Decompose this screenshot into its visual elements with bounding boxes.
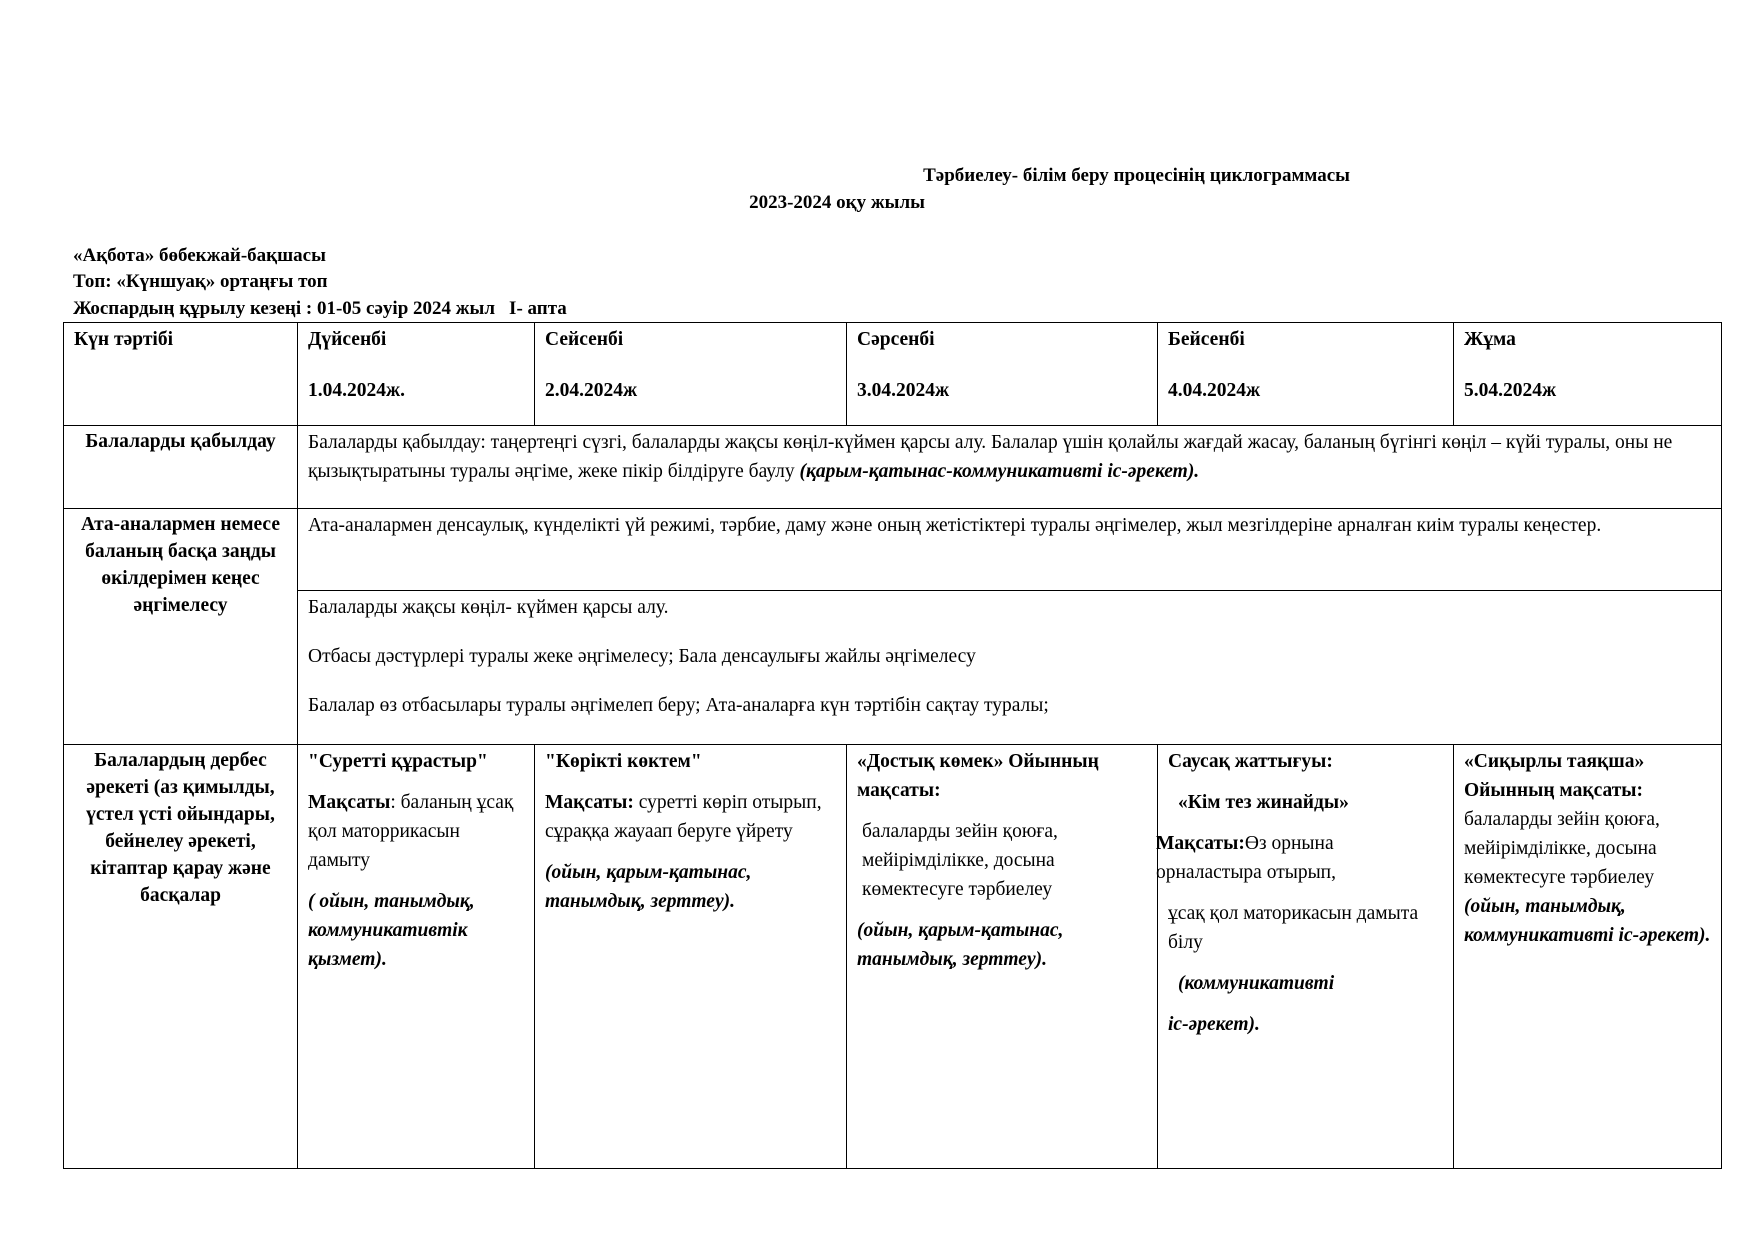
activity-title: Саусақ жаттығуы:	[1168, 751, 1333, 772]
plan-period	[73, 298, 567, 320]
goal-text: : баланың ұсақ қол маторрикасын дамыту	[308, 792, 514, 871]
activity-row	[64, 745, 1722, 1169]
activity-monday	[298, 745, 535, 1169]
activity-goal: балаларды зейін қоюға, мейірімділікке, досына көмектесуге тәрбиелеу	[1464, 809, 1660, 888]
day-date: 5.04.2024ж	[1464, 380, 1557, 401]
day-date: 3.04.2024ж	[857, 380, 950, 401]
activity-note-1: (коммуникативті	[1178, 973, 1335, 994]
parents-text: Ата-аналармен денсаулық, күнделікті үй режимі, тәрбие, даму және оның жетістіктері туралы әңгімелер, жыл мезгілдеріне арналған киім туралы кеңестер.	[298, 509, 1722, 591]
reception-text	[298, 426, 1722, 509]
activity-title: "Көрікті көктем"	[545, 751, 702, 772]
day-header-tuesday	[535, 323, 847, 426]
activity-friday	[1454, 745, 1722, 1169]
goal-label: Мақсаты	[308, 792, 391, 813]
parents-row-2	[64, 591, 1722, 745]
plan-week: I- апта	[509, 298, 567, 319]
day-name: Дүйсенбі	[308, 329, 387, 350]
day-header-wednesday	[847, 323, 1158, 426]
day-date: 2.04.2024ж	[545, 380, 638, 401]
activity-note: (ойын, танымдық, коммуникативті іс-әрекет).	[1464, 896, 1711, 946]
cyclogram-table	[63, 322, 1722, 1169]
parents-line-2: Отбасы дәстүрлері туралы жеке әңгімелесу; Бала денсаулығы жайлы әңгімелесу	[308, 646, 976, 667]
day-header-thursday	[1158, 323, 1454, 426]
goal-label: Мақсаты:	[545, 792, 634, 813]
parents-details	[298, 591, 1722, 745]
activity-goal	[308, 788, 524, 875]
day-name: Сәрсенбі	[857, 329, 935, 350]
activity-label: Балалардың дербес әрекеті (аз қимылды, үстел үсті ойындары, бейнелеу әрекеті, кітаптар қарау және басқалар	[64, 745, 298, 1169]
parents-line-3: Балалар өз отбасылары туралы әңгімелеп беру; Ата-аналарға күн тәртібін сақтау туралы;	[308, 695, 1049, 716]
group-name: Топ: «Күншуақ» ортаңғы топ	[73, 271, 328, 292]
reception-row	[64, 426, 1722, 509]
activity-note: ( ойын, танымдық, коммуникативтік қызмет).	[308, 891, 475, 970]
reception-description: Балаларды қабылдау: таңертеңгі сүзгі, балаларды жақсы көңіл-күймен қарсы алу. Балалар үшін қолайлы жағдай жасау, баланың бүгінгі көңіл – күйі туралы, оны не қызықтыратыны туралы әңгіме, жеке пікір білдіруге баулу	[308, 432, 1673, 482]
activity-title: «Сиқырлы таяқша» Ойынның мақсаты:	[1464, 751, 1645, 801]
parents-label: Ата-аналармен немесе баланың басқа заңды өкілдерімен кеңес әңгімелесу	[64, 509, 298, 745]
activity-title: «Достық көмек» Ойынның мақсаты:	[857, 751, 1099, 801]
activity-goal	[1156, 829, 1443, 887]
goal-label: Мақсаты:	[1156, 833, 1245, 854]
activity-note: (ойын, қарым-қатынас, танымдық, зерттеу).	[857, 920, 1064, 970]
schedule-header: Күн тәртібі	[64, 323, 298, 426]
activity-goal	[545, 788, 836, 846]
parents-row-1	[64, 509, 1722, 591]
activity-goal: балаларды зейін қоюға, мейірімділікке, досына көмектесуге тәрбиелеу	[862, 821, 1058, 900]
goal-text: Өз орнына орналастыра отырып,	[1156, 833, 1336, 883]
activity-title: "Суретті құрастыр"	[308, 751, 488, 772]
activity-note: (ойын, қарым-қатынас, танымдық, зерттеу).	[545, 862, 752, 912]
activity-tuesday	[535, 745, 847, 1169]
reception-label: Балаларды қабылдау	[64, 426, 298, 509]
document-title: Тәрбиелеу- білім беру процесінің циклограммасы	[923, 165, 1350, 186]
parents-line-1: Балаларды жақсы көңіл- күймен қарсы алу.	[308, 597, 669, 618]
activity-thursday	[1158, 745, 1454, 1169]
goal-text: суретті көріп отырып, сұраққа жауаап беруге үйрету	[545, 792, 822, 842]
reception-note: (қарым-қатынас-коммуникативті іс-әрекет).	[799, 461, 1200, 482]
activity-note-2: іс-әрекет).	[1168, 1014, 1260, 1035]
day-name: Бейсенбі	[1168, 329, 1245, 350]
kindergarten-name: «Ақбота» бөбекжай-бақшасы	[73, 245, 326, 266]
academic-year: 2023-2024 оқу жылы	[749, 192, 925, 213]
plan-period-text: Жоспардың құрылу кезеңі : 01-05 сәуір 2024 жыл	[73, 298, 496, 319]
day-date: 4.04.2024ж	[1168, 380, 1261, 401]
day-date: 1.04.2024ж.	[308, 380, 406, 401]
day-name: Жұма	[1464, 329, 1516, 350]
day-header-friday	[1454, 323, 1722, 426]
day-name: Сейсенбі	[545, 329, 624, 350]
activity-wednesday	[847, 745, 1158, 1169]
activity-subtitle: «Кім тез жинайды»	[1178, 792, 1349, 813]
activity-goal-2: ұсақ қол маторикасын дамыта білу	[1168, 903, 1419, 953]
day-header-monday	[298, 323, 535, 426]
table-header-row	[64, 323, 1722, 426]
